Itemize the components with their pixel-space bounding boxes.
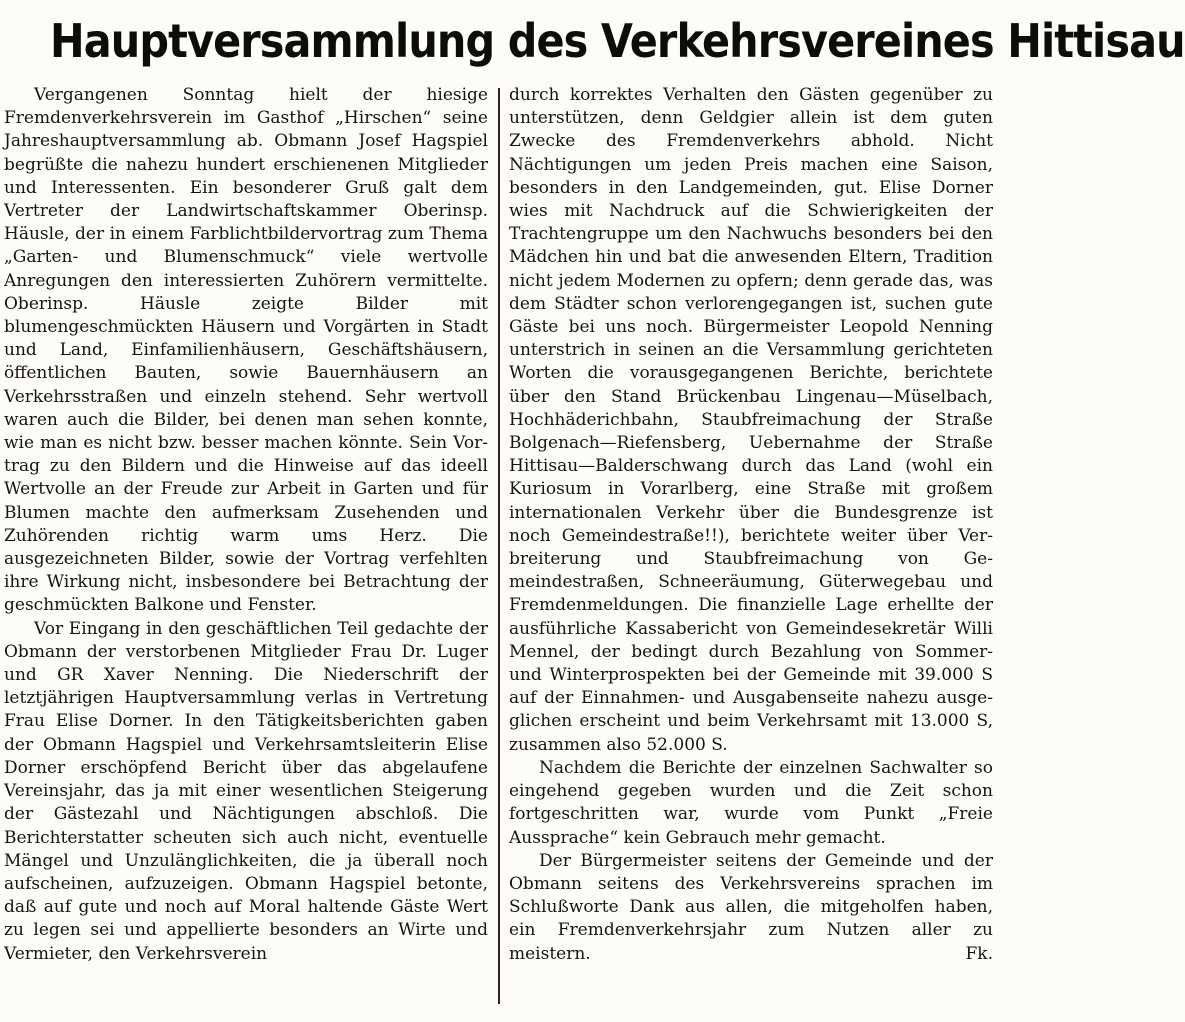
author-signature: Fk. — [965, 943, 993, 964]
article-paragraph: durch korrektes Verhalten den Gästen gegenüber zu unterstützen, denn Geldgier allein ist dem guten Zwecke des Fremdenverkehrs abhold. Nicht Nächtigungen um jeden Preis machen eine Saison, besonders in den Landgemeinden, gut. Elise Dorner wies mit Nachdruck auf die Schwierigkeiten der Trachtengruppe um den Nachwuchs besonders bei den Mädchen hin und bat die anwesenden Eltern, Tradition nicht jedem Modernen zu opfern; denn gerade das, was dem Städter schon verlorengegangen ist, suchen gute Gäste bei uns noch. Bürgermeister Leopold Nenning unterstrich in seinen an die Versammlung gerichteten Worten die vorausgegangenen Berichte, berichtete über den Stand Brückenbau Lingenau—Müselbach, Hochhäderichbahn, Staubfreimachung der Straße Bolgenach—Riefensberg, Uebernahme der Straße Hittisau—Balderschwang durch das Land (wohl ein Kuriosum in Vorarlberg, eine Straße mit großem internationalen Verkehr über die Bundesgrenze ist noch Gemeindestraße!!), berichtete weiter über Verbreiterung und Staubfreimachung von Gemeindestraßen, Schneeräumung, Güterwegebau und Fremdenmeldungen. Die finanzielle Lage erhellte der ausführliche Kassabericht von Gemeindesekretär Willi Mennel, der bedingt durch Bezahlung von Sommer- und Winterprospekten bei der Gemeinde mit 39.000 S auf der Einnahmen- und Ausgabenseite nahezu ausgeglichen erscheint und beim Verkehrsamt mit 13.000 S, zusammen also 52.000 S. — [509, 85, 993, 755]
article-paragraph: Vor Eingang in den geschäftlichen Teil gedachte der Obmann der verstorbenen Mitglieder Frau Dr. Luger und GR Xaver Nenning. Die Niederschrift der letztjährigen Hauptversammlung verlas in Vertretung Frau Elise Dorner. In den Tätigkeitsberichten gaben der Obmann Hagspiel und Verkehrsamtsleiterin Elise Dorner erschöpfend Bericht über das abgelaufene Vereinsjahr, das ja mit einer wesentlichen Steigerung der Gästezahl und Nächtigungen abschloß. Die Berichterstatter scheuten sich auch nicht, eventuelle Mängel und Unzulänglichkeiten, die ja überall noch aufscheinen, aufzuzeigen. Obmann Hagspiel betonte, daß auf gute und noch auf Moral haltende Gäste Wert zu legen sei und appellierte besonders an Wirte und Vermieter, den Verkehrsverein — [4, 618, 488, 964]
article-headline: Hauptversammlung des Verkehrsvereines Hittisau — [50, 14, 1185, 68]
article-paragraph: Nachdem die Berichte der einzelnen Sachwalter so eingehend gegeben wurden und die Zeit schon fortgeschritten war, wurde vom Punkt „Freie Aussprache“ kein Gebrauch mehr gemacht. — [509, 757, 993, 848]
closing-text: Der Bürgermeister seitens der Gemeinde und der Obmann seitens des Verkehrsvereins sprachen im Schlußworte Dank aus allen, die mitgeholfen haben, ein Fremdenverkehrsjahr zum Nutzen aller zu meistern. — [509, 850, 993, 964]
article-paragraph-closing — [509, 850, 993, 966]
article-column-right — [509, 84, 993, 1014]
article-paragraph: Vergangenen Sonntag hielt der hiesige Fremdenverkehrsverein im Gasthof „Hirschen“ seine Jahreshauptversammlung ab. Obmann Josef Hagspiel begrüßte die nahezu hundert erschienenen Mitglieder und Interessenten. Ein besonderer Gruß galt dem Vertreter der Landwirtschaftskammer Oberinsp. Häusle, der in einem Farblichtbildervortrag zum Thema „Garten- und Blumenschmuck“ viele wertvolle Anregungen den interessierten Zuhörern vermittelte. Oberinsp. Häusle zeigte Bilder mit blumengeschmückten Häusern und Vorgärten in Stadt und Land, Einfamilienhäusern, Geschäftshäusern, öffentlichen Bauten, sowie Bauernhäusern an Verkehrsstraßen und einzeln stehend. Sehr wertvoll waren auch die Bilder, bei denen man sehen konnte, wie man es nicht bzw. besser machen könnte. Sein Vortrag zu den Bildern und die Hinweise auf das ideell Wertvolle an der Freude zur Arbeit in Garten und für Blumen machte den aufmerksam Zusehenden und Zuhörenden richtig warm ums Herz. Die ausgezeichneten Bilder, sowie der Vortrag verfehlten ihre Wirkung nicht, insbesondere bei Betrachtung der geschmückten Balkone und Fenster. — [4, 85, 488, 616]
column-divider — [498, 88, 500, 1004]
article-column-left — [4, 84, 488, 1014]
